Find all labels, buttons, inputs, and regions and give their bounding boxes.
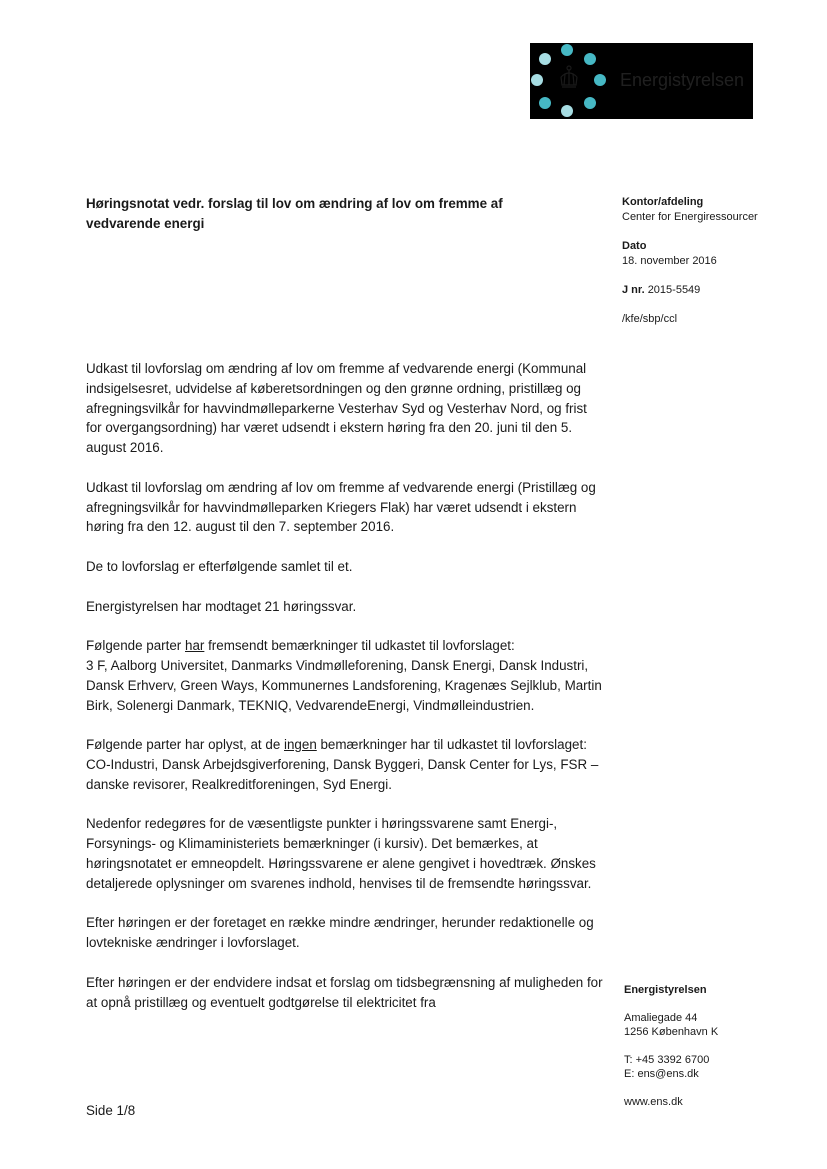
document-meta bbox=[622, 195, 802, 341]
crown-icon bbox=[558, 65, 580, 93]
responder-list: 3 F, Aalborg Universitet, Danmarks Vindmølleforening, Dansk Energi, Dansk Industri, Dansk Erhverv, Green Ways, Kommunernes Landsforening, Kragenæs Sejlklub, Martin Birk, Solenergi Danmark, TEKNIQ, VedvarendeEnergi, Vindmølleindustrien. bbox=[86, 657, 602, 713]
date-value: 18. november 2016 bbox=[622, 255, 717, 267]
office-label: Kontor/afdeling bbox=[622, 196, 704, 208]
paragraph: Udkast til lovforslag om ændring af lov om fremme af vedvarende energi (Pristillæg og afregningsvilkår for havvindmølleparken Kriegers Flak) har været udsendt i ekstern høring fra den 12. august til den 7. september 2016. bbox=[86, 479, 596, 535]
contact-info bbox=[624, 1053, 804, 1081]
date-block bbox=[622, 239, 802, 269]
contact-block bbox=[624, 983, 804, 1109]
date-label: Dato bbox=[622, 240, 647, 252]
paragraph: Efter høringen er der endvidere indsat et forslag om tidsbegrænsning af muligheden for at opnå pristillæg og eventuelt godtgørelse til elektricitet fra bbox=[86, 974, 603, 1010]
logo-dot bbox=[584, 53, 596, 65]
logo-dot bbox=[584, 97, 596, 109]
underlined-word: har bbox=[185, 638, 205, 654]
paragraph: Efter høringen er der foretaget en række mindre ændringer, herunder redaktionelle og lovtekniske ændringer i lovforslaget. bbox=[86, 915, 594, 951]
office-value: Center for Energiressourcer bbox=[622, 211, 758, 223]
logo-dot bbox=[561, 44, 573, 56]
paragraph-responders bbox=[86, 636, 606, 715]
paragraph-non-responders bbox=[86, 735, 606, 794]
street: Amaliegade 44 bbox=[624, 1012, 698, 1024]
office-block bbox=[622, 195, 802, 225]
address bbox=[624, 1011, 804, 1039]
document-title: Høringsnotat vedr. forslag til lov om ændring af lov om fremme af vedvarende energi bbox=[86, 196, 503, 231]
paragraph: Nedenfor redegøres for de væsentligste punkter i høringssvarene samt Energi-, Forsynings- og Klimaministeriets bemærkninger (i kursiv). Det bemærkes, at høringsnotatet er emneopdelt. Høringssvarene er alene gengivet i hovedtræk. Ønskes detaljerede oplysninger om svarenes indhold, henvises til de fremsendte høringssvar. bbox=[86, 816, 596, 891]
initials: /kfe/sbp/ccl bbox=[622, 313, 678, 325]
jnr-label: J nr. bbox=[622, 284, 645, 296]
paragraph: De to lovforslag er efterfølgende samlet til et. bbox=[86, 558, 353, 574]
phone: T: +45 3392 6700 bbox=[624, 1054, 710, 1066]
city: 1256 København K bbox=[624, 1026, 719, 1038]
text-run: bemærkninger har til udkastet til lovforslaget: CO-Industri, Dansk Arbejdsgiverforening, Dansk Byggeri, Dansk Center for Lys, FSR – danske revisorer, Realkreditforeningen, Syd Energi. bbox=[86, 737, 599, 792]
logo-dot bbox=[594, 74, 606, 86]
text-run: Følgende parter bbox=[86, 638, 185, 654]
document-body bbox=[86, 359, 606, 1032]
page-number: Side 1/8 bbox=[86, 1103, 136, 1118]
logo-dot bbox=[539, 53, 551, 65]
email: E: ens@ens.dk bbox=[624, 1068, 699, 1080]
logo-dot bbox=[531, 74, 543, 86]
paragraph: Energistyrelsen har modtaget 21 høringssvar. bbox=[86, 598, 357, 614]
jnr-block bbox=[622, 283, 802, 298]
text-run: fremsendt bemærkninger til udkastet til lovforslaget: bbox=[204, 638, 515, 654]
jnr-value: 2015-5549 bbox=[647, 284, 701, 296]
logo-dot bbox=[561, 105, 573, 117]
website: www.ens.dk bbox=[624, 1096, 683, 1108]
underlined-word: ingen bbox=[284, 737, 317, 753]
text-run: Følgende parter har oplyst, at de bbox=[86, 737, 284, 753]
paragraph: Udkast til lovforslag om ændring af lov om fremme af vedvarende energi (Kommunal indsigelsesret, udvidelse af køberetsordningen og den grønne ordning, pristillæg og afregningsvilkår for havvindmølleparkerne Vesterhav Syd og Vesterhav Nord, og frist for overgangsordning) har været udsendt i ekstern høring fra den 20. juni til den 5. august 2016. bbox=[86, 361, 587, 456]
org-name: Energistyrelsen bbox=[624, 984, 707, 996]
logo-dot bbox=[539, 97, 551, 109]
energistyrelsen-logo bbox=[530, 43, 753, 119]
logo-text: Energistyrelsen bbox=[620, 70, 745, 90]
